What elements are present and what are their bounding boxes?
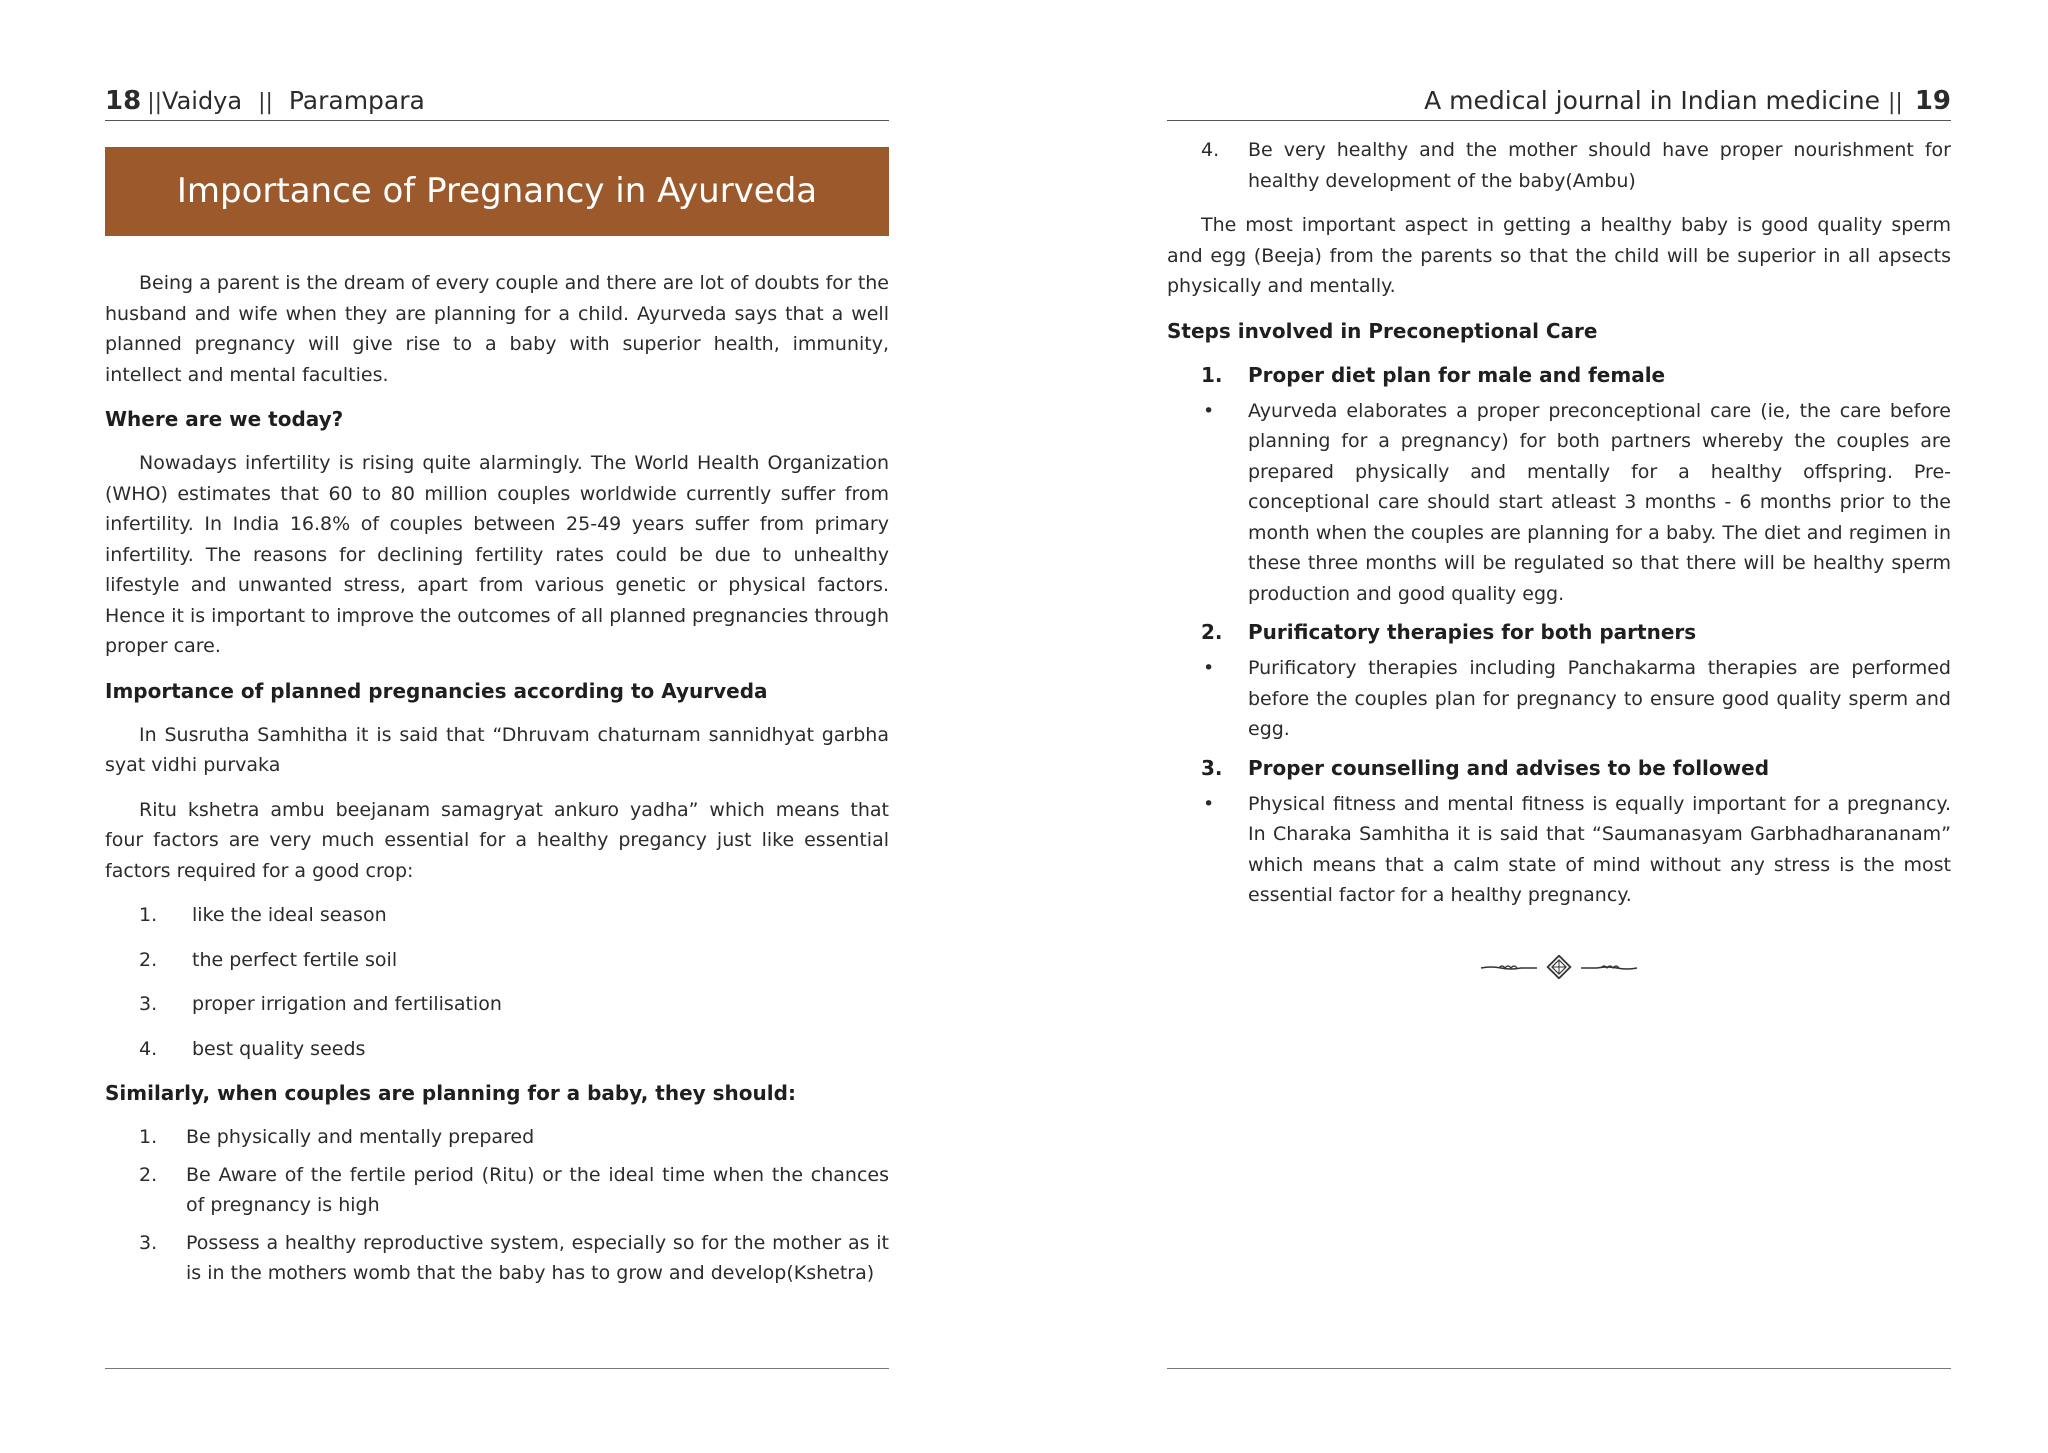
right-body [1167,135,1951,988]
should-list-continued [1167,135,1951,196]
list-item: 4. best quality seeds [139,1037,366,1060]
quote-paragraph-2: Ritu kshetra ambu beejanam samagryat ankuro yadha” which means that four factors are very much essential for a healthy pregancy just like essential factors required for a good crop: [105,798,889,882]
journal-name: Vaidya [162,87,243,115]
header-separator: || [147,90,163,115]
step-bullet-3: • Physical fitness and mental fitness is equally important for a pregnancy. In Charaka Samhitha it is said that “Saumanasyam Garbhadharananam” which means that a calm state of mind without any stress is the most essential factor for a healthy pregnancy. [1167,789,1951,911]
right-running-head [1167,84,1951,121]
intro-paragraph: Being a parent is the dream of every couple and there are lot of doubts for the husband and wife when they are planning for a child. Ayurveda says that a well planned pregnancy will give rise to a baby with superior health, immunity, intellect and mental faculties. [105,272,889,386]
quote-paragraph-1: In Susrutha Samhitha it is said that “Dhruvam chaturnam sannidhyat garbha syat vidhi purvaka [105,723,889,776]
left-bottom-rule [105,1368,889,1369]
bullet-icon: • [1203,792,1215,815]
right-page [1167,0,1951,1453]
left-body [105,268,889,1303]
step-heading-2: 2. Purificatory therapies for both partners [1201,620,1697,644]
list-item: 1. like the ideal season [139,904,387,926]
bullet-icon: • [1203,399,1215,422]
heading-similarly: Similarly, when couples are planning for a baby, they should: [105,1081,796,1105]
header-separator: || [1887,90,1903,115]
list-item: 2. Be Aware of the fertile period (Ritu) or the ideal time when the chances of pregnancy is high [139,1163,889,1216]
list-item: 3. Possess a healthy reproductive system, especially so for the mother as it is in the mothers womb that the baby has to grow and develop(Kshetra) [139,1231,889,1284]
heading-steps: Steps involved in Preconeptional Care [1167,318,1598,343]
header-separator: || [258,90,273,115]
right-page-number: 19 [1914,86,1951,116]
list-item: 4. Be very healthy and the mother should have proper nourishment for healthy development of the baby(Ambu) [1201,139,1951,192]
left-page [105,0,889,1453]
factors-list [105,900,889,1064]
decorative-divider-icon [1167,955,1951,989]
series-name: Parampara [288,86,425,115]
step-bullet-1: • Ayurveda elaborates a proper preconceptional care (ie, the care before planning for a pregnancy) for both partners whereby the couples are prepared physically and mentally for a healthy offspring. Pre-conceptional care should start atleast 3 months - 6 months prior to the month when the couples are planning for a baby. The diet and regimen in these three months will be regulated so that there will be healthy sperm production and good quality egg. [1167,396,1951,610]
step-heading-3: 3. Proper counselling and advises to be followed [1201,755,1770,780]
today-paragraph: Nowadays infertility is rising quite alarmingly. The World Health Organization (WHO) estimates that 60 to 80 million couples worldwide currently suffer from infertility. In India 16.8% of couples between 25-49 years suffer from primary infertility. The reasons for declining fertility rates could be due to unhealthy lifestyle and unwanted stress, apart from various genetic or physical factors. Hence it is important to improve the outcomes of all planned pregnancies through proper care. [105,452,889,657]
step-bullet-2: • Purificatory therapies including Panchakarma therapies are performed before the couples plan for pregnancy to ensure good quality sperm and egg. [1167,653,1951,745]
list-item: 2. the perfect fertile soil [139,948,398,971]
right-bottom-rule [1167,1368,1951,1369]
bullet-icon: • [1203,657,1215,679]
step-heading-1: 1. Proper diet plan for male and female [1201,362,1666,387]
heading-planned-pregnancies: Importance of planned pregnancies according to Ayurveda [105,678,768,703]
left-page-number: 18 [105,86,142,116]
list-item: 1. Be physically and mentally prepared [139,1126,535,1148]
journal-subtitle: A medical journal in Indian medicine [1424,86,1880,115]
article-title-banner: Importance of Pregnancy in Ayurveda [105,147,889,236]
list-item: 3. proper irrigation and fertilisation [139,993,502,1015]
left-running-head [105,84,889,121]
sperm-egg-paragraph: The most important aspect in getting a healthy baby is good quality sperm and egg (Beeja) from the parents so that the child will be superior in all apsects physically and mentally. [1167,214,1951,297]
should-list [105,1122,889,1289]
heading-where-today: Where are we today? [105,407,344,431]
